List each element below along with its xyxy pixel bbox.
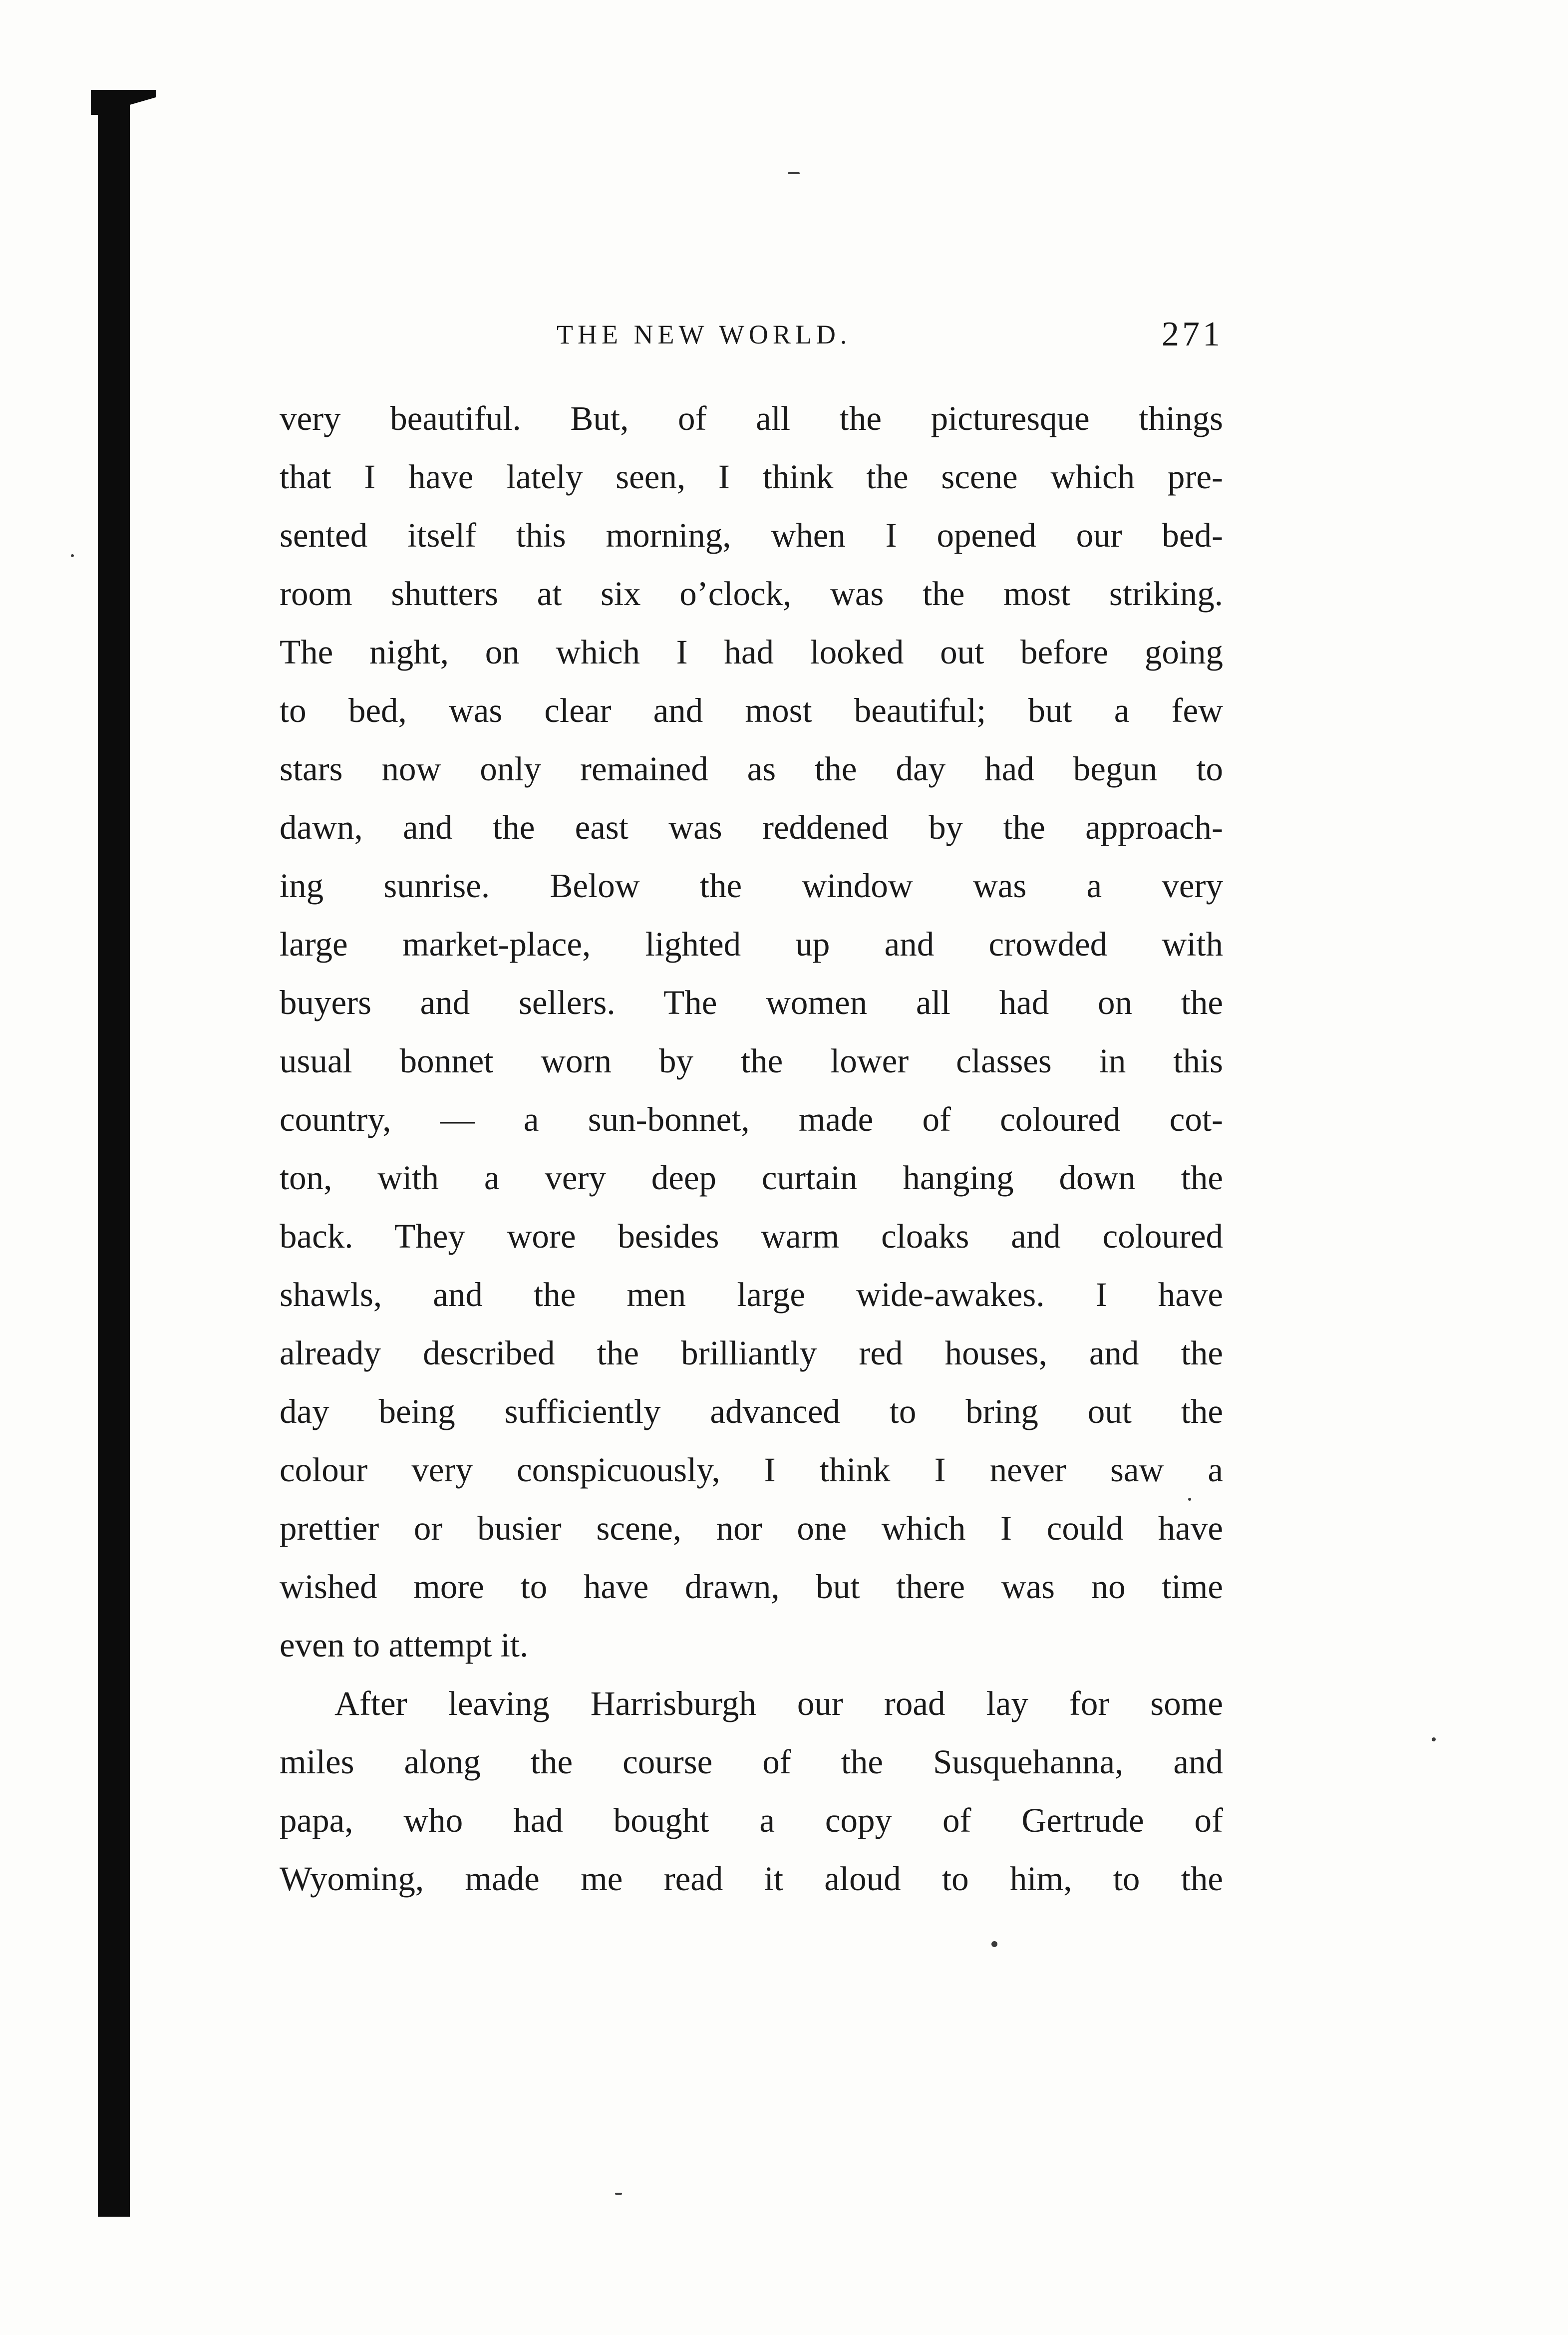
body-text <box>280 389 1223 1908</box>
ink-speck <box>1432 1737 1436 1741</box>
text-line: sented itself this morning, when I opened our bed- <box>280 516 1223 554</box>
ink-speck <box>991 1941 997 1947</box>
text-line: to bed, was clear and most beautiful; but a few <box>280 691 1223 729</box>
text-line: ton, with a very deep curtain hanging down the <box>280 1159 1223 1197</box>
text-line: usual bonnet worn by the lower classes in this <box>280 1042 1223 1080</box>
page-header <box>280 307 1223 362</box>
text-line: day being sufficiently advanced to bring out the <box>280 1392 1223 1430</box>
text-line: that I have lately seen, I think the scene which pre- <box>280 458 1223 496</box>
text-line: back. They wore besides warm cloaks and coloured <box>280 1217 1223 1255</box>
binding-edge <box>98 90 130 2217</box>
text-line: country, — a sun-bonnet, made of coloured cot- <box>280 1100 1223 1138</box>
text-line: miles along the course of the Susquehanna, and <box>280 1743 1223 1781</box>
running-head: THE NEW WORLD. <box>557 320 852 349</box>
ink-speck <box>788 172 800 174</box>
text-line: large market-place, lighted up and crowded with <box>280 925 1223 963</box>
text-line: stars now only remained as the day had begun to <box>280 750 1223 788</box>
ink-speck <box>71 554 74 557</box>
text-line: shawls, and the men large wide-awakes. I have <box>280 1276 1223 1314</box>
text-line: colour very conspicuously, I think I never saw a <box>280 1451 1223 1489</box>
text-line: wished more to have drawn, but there was no time <box>280 1568 1223 1606</box>
text-line: papa, who had bought a copy of Gertrude of <box>280 1801 1223 1839</box>
paragraph-start-line: After leaving Harrisburgh our road lay for some <box>334 1684 1223 1722</box>
text-line: very beautiful. But, of all the picturesque things <box>280 399 1223 437</box>
ink-speck <box>615 2193 622 2195</box>
text-line: prettier or busier scene, nor one which I could have <box>280 1509 1223 1547</box>
text-line: already described the brilliantly red houses, and the <box>280 1334 1223 1372</box>
paragraph-end-line: even to attempt it. <box>280 1626 529 1664</box>
text-line: buyers and sellers. The women all had on the <box>280 984 1223 1021</box>
text-line: The night, on which I had looked out before going <box>280 633 1223 671</box>
text-line: Wyoming, made me read it aloud to him, to the <box>280 1860 1223 1898</box>
text-line: room shutters at six o’clock, was the most striking. <box>280 575 1223 613</box>
text-line: dawn, and the east was reddened by the approach- <box>280 808 1223 846</box>
text-line: ing sunrise. Below the window was a very <box>280 867 1223 905</box>
page-number: 271 <box>1162 315 1223 353</box>
